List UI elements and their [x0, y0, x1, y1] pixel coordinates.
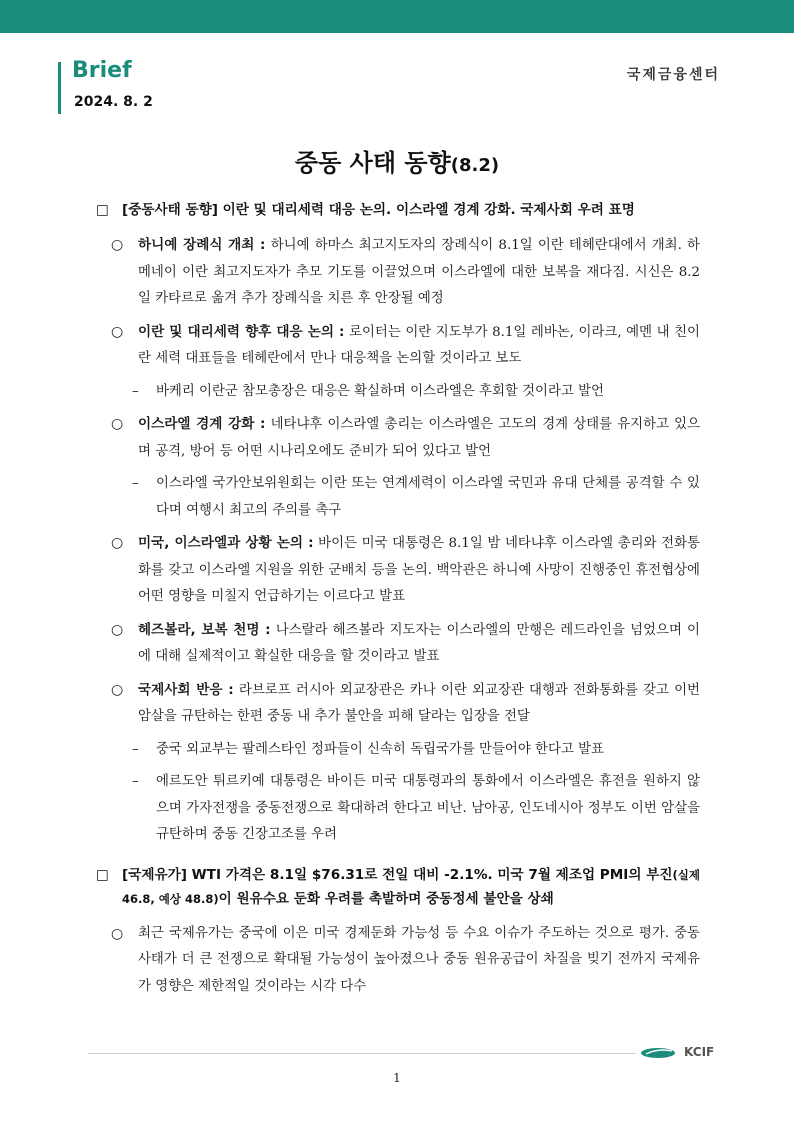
title-main: 중동 사태 동향	[294, 149, 451, 177]
dash-bullet-icon: –	[132, 741, 139, 757]
item-lead: 이란 및 대리세력 향후 대응 논의 :	[138, 323, 345, 340]
item-lead: 국제사회 반응 :	[138, 681, 234, 698]
circle-bullet-icon: ○	[111, 681, 124, 698]
item-text: 네타냐후 이스라엘 총리는 이스라엘은 고도의 경계 상태를 유지하고 있으며 공격, 방어 등 어떤 시나리오에도 준비가 되어 있다고 발언	[138, 417, 700, 459]
list-item	[111, 530, 700, 611]
item-text: 로이터는 이란 지도부가 8.1일 레바논, 이라크, 예멘 내 친이란 세력 대표들을 테헤란에서 만나 대응책을 논의할 것이라고 보도	[138, 324, 700, 366]
list-item	[111, 677, 700, 731]
brief-label: Brief	[72, 58, 132, 83]
page-number: 1	[393, 1071, 401, 1085]
sub-item	[132, 769, 700, 849]
page-title	[0, 143, 794, 178]
list-item	[111, 411, 700, 465]
section-heading-mideast	[0, 198, 700, 222]
circle-bullet-icon: ○	[111, 323, 124, 340]
sub-item-text: 중국 외교부는 팔레스타인 정파들이 신속히 독립국가를 만들어야 한다고 발표	[156, 741, 604, 757]
sub-item-text: 에르도안 튀르키예 대통령은 바이든 미국 대통령과의 통화에서 이스라엘은 휴전을 원하지 않으며 가자전쟁을 중동전쟁으로 확대하려 한다고 비난. 남아공, 인도네시아 정부도 이번 암살을 규탄하며 중동 긴장고조를 우려	[156, 774, 700, 842]
circle-bullet-icon: ○	[111, 925, 124, 942]
section-heading-oil	[0, 863, 700, 911]
dash-bullet-icon: –	[132, 383, 139, 399]
list-item	[111, 921, 700, 1001]
dash-bullet-icon: –	[132, 774, 139, 789]
circle-bullet-icon: ○	[111, 621, 124, 638]
list-item	[111, 319, 700, 373]
dash-bullet-icon: –	[132, 476, 139, 491]
footer-logo-text: KCIF	[684, 1045, 715, 1059]
title-date: (8.2)	[450, 155, 500, 176]
section-heading-text: [국제유가] WTI 가격은 8.1일 $76.31로 전일 대비 -2.1%. 미국 7월 제조업 PMI의 부진	[122, 866, 673, 883]
item-lead: 이스라엘 경계 강화 :	[138, 416, 266, 432]
item-text: 나스랄라 헤즈볼라 지도자는 이스라엘의 만행은 레드라인을 넘었으며 이에 대해 실제적이고 확실한 대응을 할 것이라고 발표	[138, 622, 700, 664]
footer-divider	[88, 1053, 636, 1054]
publication-date: 2024. 8. 2	[74, 94, 153, 110]
list-item	[111, 617, 700, 671]
section-heading-text-end: 이 원유수요 둔화 우려를 촉발하며 중동정세 불안을 상쇄	[218, 890, 554, 907]
sub-item	[132, 737, 700, 764]
item-text: 바이든 미국 대통령은 8.1일 밤 네타냐후 이스라엘 총리와 전화통화를 갖고 이스라엘 지원을 위한 군배치 등을 논의. 백악관은 하니예 사망이 진행중인 휴전협상에 어떤 영향을 미칠지 언급하기는 이르다고 발표	[138, 536, 700, 604]
top-accent-bar	[0, 0, 794, 33]
list-item	[111, 232, 700, 313]
brief-accent-rule	[58, 62, 61, 114]
item-lead: 헤즈볼라, 보복 천명 :	[138, 621, 271, 638]
circle-bullet-icon: ○	[111, 237, 124, 253]
sub-item-text: 바케리 이란군 참모총장은 대응은 확실하며 이스라엘은 후회할 것이라고 발언	[156, 383, 604, 399]
checkbox-square-icon: □	[96, 866, 109, 883]
checkbox-square-icon: □	[96, 202, 109, 218]
sub-item	[132, 379, 700, 406]
item-text: 라브로프 러시아 외교장관은 카나 이란 외교장관 대행과 전화통화를 갖고 이번 암살을 규탄하는 한편 중동 내 추가 불안을 피해 달라는 입장을 전달	[138, 682, 700, 724]
sub-item-text: 이스라엘 국가안보위원회는 이란 또는 연계세력이 이스라엘 국민과 유대 단체를 공격할 수 있다며 여행시 최고의 주의를 촉구	[156, 476, 700, 518]
section-heading-text: [중동사태 동향] 이란 및 대리세력 대응 논의. 이스라엘 경계 강화. 국제사회 우려 표명	[122, 202, 635, 218]
kcif-logo-icon	[640, 1047, 676, 1059]
document-body	[0, 198, 794, 1000]
item-text: 하니예 하마스 최고지도자의 장례식이 8.1일 이란 테헤란대에서 개최. 하메네이 이란 최고지도자가 추모 기도를 이끌었으며 이스라엘에 대한 보복을 재다짐. 시신은 8.2일 카타르로 옮겨 추가 장례식을 치른 후 안장될 예정	[138, 238, 700, 306]
circle-bullet-icon: ○	[111, 416, 124, 432]
sub-item	[132, 471, 700, 524]
item-lead: 하니예 장례식 개최 :	[138, 237, 266, 253]
section-heading-note: (실제 46.8, 예상 48.8)	[122, 867, 700, 906]
circle-bullet-icon: ○	[111, 535, 124, 551]
item-lead: 미국, 이스라엘과 상황 논의 :	[138, 535, 314, 551]
organization-name: 국제금융센터	[626, 67, 720, 83]
item-text: 최근 국제유가는 중국에 이은 미국 경제둔화 가능성 등 수요 이슈가 주도하는 것으로 평가. 중동 사태가 더 큰 전쟁으로 확대될 가능성이 높아졌으나 중동 원유공급이 차질을 빚기 전까지 국제유가 영향은 제한적일 것이라는 시각 다수	[138, 925, 700, 994]
